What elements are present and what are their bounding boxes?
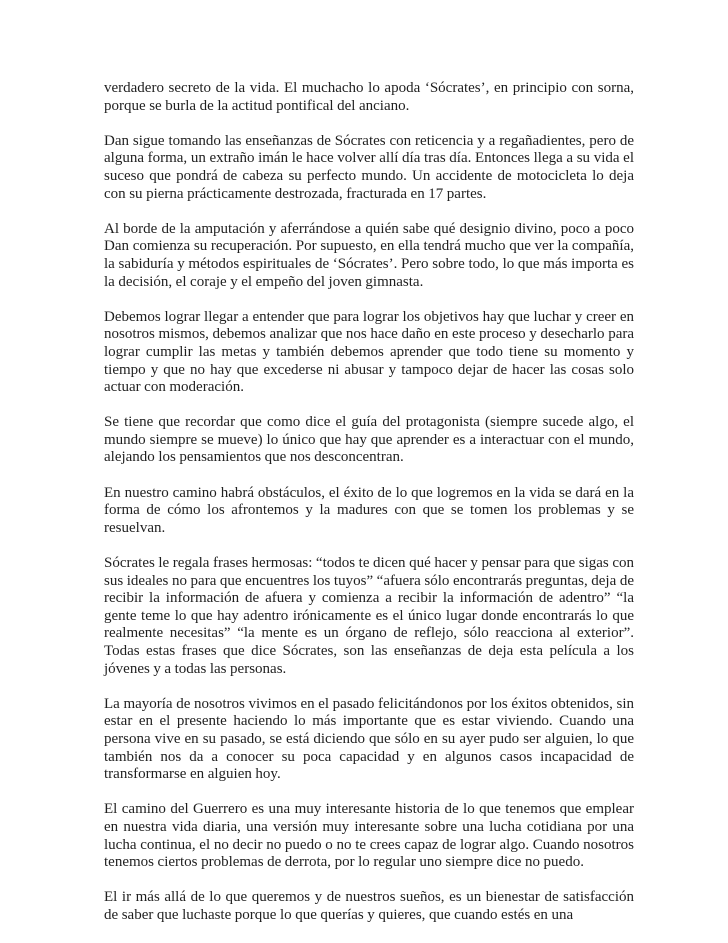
paragraph: El camino del Guerrero es una muy interesante historia de lo que tenemos que emplear en nuestra vida diaria, una versión muy interesante sobre una lucha cotidiana por una lucha continua, el no decir no puedo o no te crees capaz de lograr algo. Cuando nosotros tenemos ciertos problemas de derrota, por lo regular uno siempre dice no puedo. xyxy=(104,801,634,871)
paragraph: En nuestro camino habrá obstáculos, el éxito de lo que logremos en la vida se dará en la forma de cómo los afrontemos y la madures con que se tomen los problemas y se resuelvan. xyxy=(104,484,634,536)
paragraph: Dan sigue tomando las enseñanzas de Sócrates con reticencia y a regañadientes, pero de alguna forma, un extraño imán le hace volver allí día tras día. Entonces llega a su vida el suceso que pondrá de cabeza su perfecto mundo. Un accidente de motocicleta lo deja con su pierna prácticamente destrozada, fracturada en 17 partes. xyxy=(104,132,634,202)
paragraph: verdadero secreto de la vida. El muchacho lo apoda ‘Sócrates’, en principio con sorna, porque se burla de la actitud pontifical del anciano. xyxy=(104,80,634,114)
paragraph: Debemos lograr llegar a entender que para lograr los objetivos hay que luchar y creer en nosotros mismos, debemos analizar que nos hace daño en este proceso y desecharlo para lograr cumplir las metas y también debemos aprender que todo tiene su momento y tiempo y que no hay que excederse ni abusar y tampoco dejar de hacer las cosas solo actuar con moderación. xyxy=(104,308,634,396)
document-page xyxy=(104,80,634,942)
paragraph: El ir más allá de lo que queremos y de nuestros sueños, es un bienestar de satisfacción de saber que luchaste porque lo que querías y quieres, que cuando estés en una xyxy=(104,889,634,923)
paragraph: Al borde de la amputación y aferrándose a quién sabe qué designio divino, poco a poco Dan comienza su recuperación. Por supuesto, en ella tendrá mucho que ver la compañía, la sabiduría y métodos espirituales de ‘Sócrates’. Pero sobre todo, lo que más importa es la decisión, el coraje y el empeño del joven gimnasta. xyxy=(104,220,634,290)
paragraph: Se tiene que recordar que como dice el guía del protagonista (siempre sucede algo, el mundo siempre se mueve) lo único que hay que aprender es a interactuar con el mundo, alejando los pensamientos que nos desconcentran. xyxy=(104,414,634,466)
paragraph: Sócrates le regala frases hermosas: “todos te dicen qué hacer y pensar para que sigas con sus ideales no para que encuentres los tuyos” “afuera sólo encontrarás preguntas, deja de recibir la información de afuera y comienza a recibir la información de adentro” “la gente teme lo que hay adentro irónicamente es el único lugar donde encontrarás lo que realmente necesitas” “la mente es un órgano de reflejo, sólo reacciona al exterior”. Todas estas frases que dice Sócrates, son las enseñanzas de deja esta película a los jóvenes y a todas las personas. xyxy=(104,555,634,677)
paragraph: La mayoría de nosotros vivimos en el pasado felicitándonos por los éxitos obtenidos, sin estar en el presente haciendo lo más importante que es estar viviendo. Cuando una persona vive en su pasado, se está diciendo que sólo en su ayer pudo ser alguien, lo que también nos da a conocer su poca capacidad y en algunos casos incapacidad de transformarse en alguien hoy. xyxy=(104,695,634,783)
